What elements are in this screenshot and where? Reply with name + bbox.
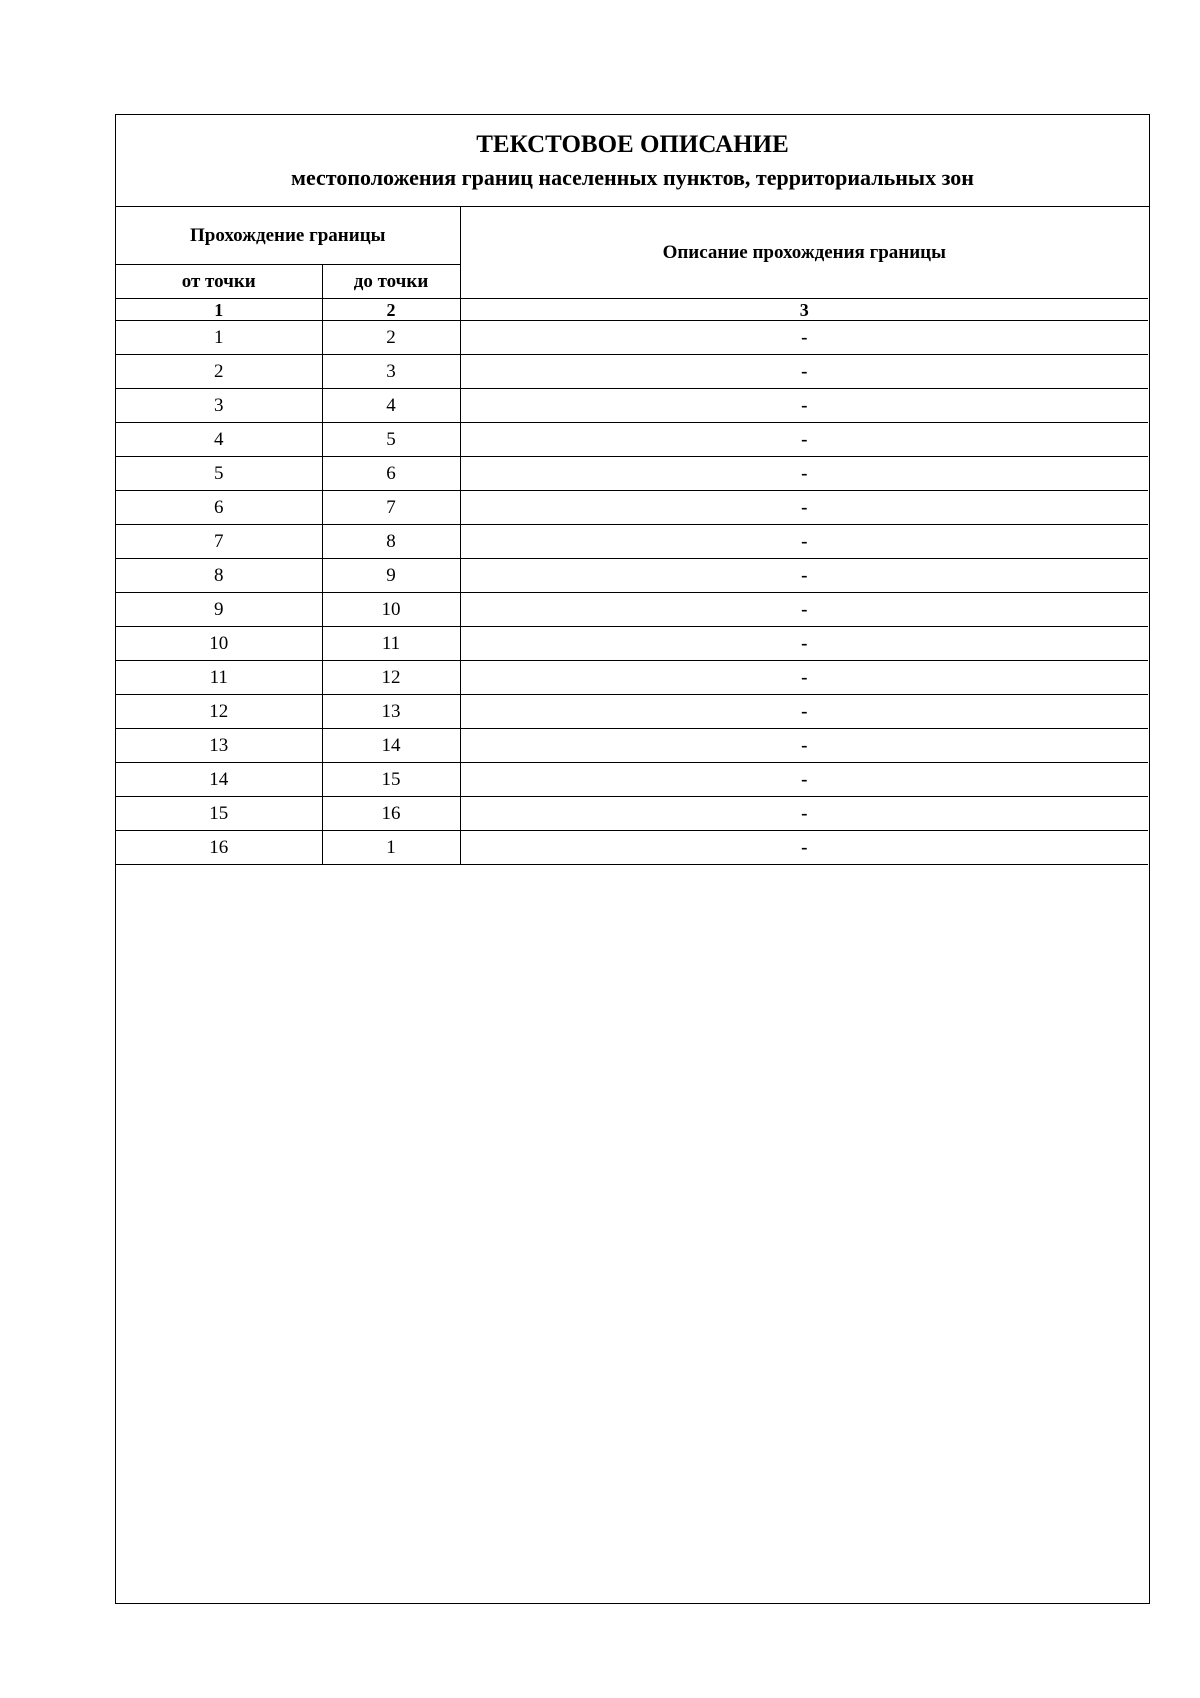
to-point-cell: 10 xyxy=(322,593,460,627)
description-cell: - xyxy=(460,525,1148,559)
from-point-cell: 10 xyxy=(116,627,322,661)
document-subtitle: местоположения границ населенных пунктов, территориальных зон xyxy=(291,165,974,190)
table-row xyxy=(116,661,1148,695)
table-row xyxy=(116,321,1148,355)
boundary-table xyxy=(116,207,1148,865)
to-point-cell: 5 xyxy=(322,423,460,457)
table-row xyxy=(116,695,1148,729)
table-row xyxy=(116,831,1148,865)
table-row xyxy=(116,457,1148,491)
description-cell: - xyxy=(460,831,1148,865)
to-point-cell: 11 xyxy=(322,627,460,661)
table-body xyxy=(116,321,1148,865)
column-number-row xyxy=(116,299,1148,321)
description-cell: - xyxy=(460,695,1148,729)
description-cell: - xyxy=(460,661,1148,695)
description-cell: - xyxy=(460,627,1148,661)
description-cell: - xyxy=(460,355,1148,389)
description-cell: - xyxy=(460,423,1148,457)
from-point-cell: 1 xyxy=(116,321,322,355)
table-row xyxy=(116,593,1148,627)
description-cell: - xyxy=(460,491,1148,525)
table-row xyxy=(116,763,1148,797)
from-point-cell: 8 xyxy=(116,559,322,593)
to-point-cell: 16 xyxy=(322,797,460,831)
to-point-cell: 1 xyxy=(322,831,460,865)
description-cell: - xyxy=(460,729,1148,763)
header-to-point: до точки xyxy=(322,265,460,299)
column-number: 1 xyxy=(116,299,322,321)
table-row xyxy=(116,389,1148,423)
document-title: ТЕКСТОВОЕ ОПИСАНИЕ xyxy=(476,131,789,158)
description-cell: - xyxy=(460,559,1148,593)
to-point-cell: 2 xyxy=(322,321,460,355)
description-cell: - xyxy=(460,797,1148,831)
to-point-cell: 13 xyxy=(322,695,460,729)
from-point-cell: 15 xyxy=(116,797,322,831)
column-number: 2 xyxy=(322,299,460,321)
from-point-cell: 2 xyxy=(116,355,322,389)
to-point-cell: 4 xyxy=(322,389,460,423)
from-point-cell: 4 xyxy=(116,423,322,457)
column-number: 3 xyxy=(460,299,1148,321)
description-cell: - xyxy=(460,763,1148,797)
title-block xyxy=(116,115,1149,207)
description-cell: - xyxy=(460,321,1148,355)
table-row xyxy=(116,797,1148,831)
header-passage: Прохождение границы xyxy=(116,207,460,265)
description-cell: - xyxy=(460,389,1148,423)
to-point-cell: 8 xyxy=(322,525,460,559)
from-point-cell: 16 xyxy=(116,831,322,865)
table-row xyxy=(116,729,1148,763)
from-point-cell: 11 xyxy=(116,661,322,695)
from-point-cell: 3 xyxy=(116,389,322,423)
from-point-cell: 9 xyxy=(116,593,322,627)
from-point-cell: 7 xyxy=(116,525,322,559)
table-row xyxy=(116,525,1148,559)
from-point-cell: 5 xyxy=(116,457,322,491)
to-point-cell: 6 xyxy=(322,457,460,491)
to-point-cell: 14 xyxy=(322,729,460,763)
to-point-cell: 12 xyxy=(322,661,460,695)
from-point-cell: 6 xyxy=(116,491,322,525)
description-cell: - xyxy=(460,593,1148,627)
table-row xyxy=(116,355,1148,389)
document-frame xyxy=(115,114,1150,1604)
to-point-cell: 7 xyxy=(322,491,460,525)
description-cell: - xyxy=(460,457,1148,491)
table-row xyxy=(116,627,1148,661)
table-row xyxy=(116,491,1148,525)
to-point-cell: 9 xyxy=(322,559,460,593)
to-point-cell: 15 xyxy=(322,763,460,797)
header-description: Описание прохождения границы xyxy=(460,207,1148,299)
from-point-cell: 13 xyxy=(116,729,322,763)
to-point-cell: 3 xyxy=(322,355,460,389)
from-point-cell: 14 xyxy=(116,763,322,797)
header-from-point: от точки xyxy=(116,265,322,299)
table-row xyxy=(116,423,1148,457)
table-row xyxy=(116,559,1148,593)
from-point-cell: 12 xyxy=(116,695,322,729)
